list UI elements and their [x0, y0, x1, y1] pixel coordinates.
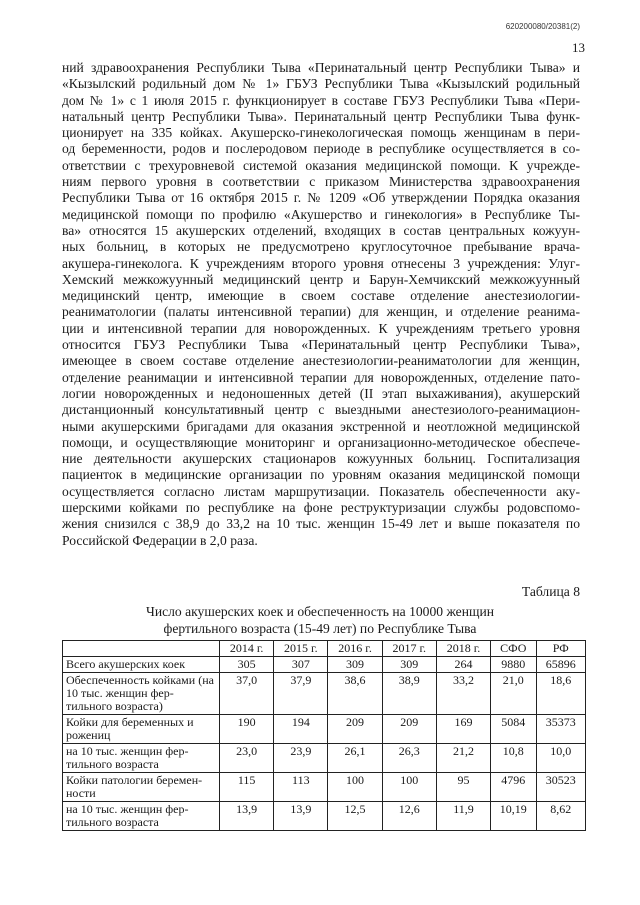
table-cell: 11,9 [436, 802, 490, 831]
table-cell: 190 [220, 715, 274, 744]
body-text-line: Хемский межкожуунный медицинский центр и Барун-Хемчикский межкожуунный [62, 271, 580, 287]
table-cell: 18,6 [536, 673, 585, 715]
table-cell: 194 [274, 715, 328, 744]
body-text-line: ционирует на 335 койках. Акушерско-гинекологическая помощь женщинам в пери- [62, 125, 580, 141]
body-text-line: од беременности, родов и послеродовом периоде в республике осуществляется в со- [62, 141, 580, 157]
table-cell: 33,2 [436, 673, 490, 715]
table-row [63, 744, 586, 773]
body-text-line: «Кызылский родильный дом № 1» ГБУЗ Республики Тыва «Кызылский родильный [62, 76, 580, 92]
table-cell: 307 [274, 657, 328, 673]
page-number: 13 [572, 40, 585, 55]
table-cell: 305 [220, 657, 274, 673]
table-cell: 13,9 [274, 802, 328, 831]
table-header-cell: 2017 г. [382, 641, 436, 657]
table-cell: 26,3 [382, 744, 436, 773]
table-row [63, 802, 586, 831]
table-cell: 37,9 [274, 673, 328, 715]
body-text-line: акушера-гинеколога. К учреждениям второго уровня отнесены 3 учреждения: Улуг- [62, 255, 580, 271]
table-cell: 13,9 [220, 802, 274, 831]
table-cell: 65896 [536, 657, 585, 673]
table-header-cell [63, 641, 220, 657]
table-row-label: Всего акушерских коек [63, 657, 220, 673]
table-cell: 10,8 [491, 744, 536, 773]
body-text-line: имеющее в своем составе отделение анестезиологии-реаниматологии для женщин, [62, 353, 580, 369]
body-text-line: реаниматологии (палаты интенсивной терапии) для женщин, и отделение реанима- [62, 304, 580, 320]
table-cell: 26,1 [328, 744, 382, 773]
table-cell: 100 [328, 773, 382, 802]
table-row-label: Койки патологии беремен-ности [63, 773, 220, 802]
table-header-cell: 2016 г. [328, 641, 382, 657]
table-cell: 10,0 [536, 744, 585, 773]
table-header-cell: РФ [536, 641, 585, 657]
body-text-line: ниям первого уровня в соответствии с приказом Министерства здравоохранения [62, 174, 580, 190]
body-text-line: ответствии с трехуровневой системой оказания медицинской помощи. К учрежде- [62, 157, 580, 173]
table-row [63, 715, 586, 744]
table-cell: 169 [436, 715, 490, 744]
body-text-line: ных больниц, в которых не предусмотрено круглосуточное пребывание врача- [62, 239, 580, 255]
body-text-line: медицинский центр, имеющие в своем составе отделение анестезиологии- [62, 288, 580, 304]
table-cell: 113 [274, 773, 328, 802]
table-cell: 30523 [536, 773, 585, 802]
body-text-line: ными акушерскими бригадами для оказания экстренной и неотложной медицинской [62, 418, 580, 434]
body-text-line: относится ГБУЗ Республики Тыва «Перинатальный центр Республики Тыва», [62, 337, 580, 353]
table-cell: 23,9 [274, 744, 328, 773]
table-header-row [63, 641, 586, 657]
body-text-line: Республики Тыва от 16 октября 2015 г. № 1209 «Об утверждении Порядка оказания [62, 190, 580, 206]
body-text-line: логии новорожденных и недоношенных детей (II этап выхаживания), акушерский [62, 385, 580, 401]
table-cell: 115 [220, 773, 274, 802]
table-cell: 209 [382, 715, 436, 744]
table-row [63, 657, 586, 673]
table-header-cell: СФО [491, 641, 536, 657]
body-text-line: ний здравоохранения Республики Тыва «Перинатальный центр Республики Тыва» и [62, 60, 580, 75]
table-cell: 35373 [536, 715, 585, 744]
body-text-line: жения снизился с 38,9 до 33,2 на 10 тыс. женщин 15-49 лет и выше показателя по [62, 516, 580, 532]
table-title-line: Число акушерских коек и обеспеченность на 10000 женщин [145, 604, 495, 619]
table-cell: 38,9 [382, 673, 436, 715]
table-cell: 12,6 [382, 802, 436, 831]
table-cell: 309 [328, 657, 382, 673]
table-header-cell: 2014 г. [220, 641, 274, 657]
body-text-line: пациенток в медицинские организации по уровням оказания медицинской помощи [62, 467, 580, 483]
table-cell: 23,0 [220, 744, 274, 773]
body-text-line: помощи, и осуществляющие мониторинг и организационно-методическое обеспече- [62, 434, 580, 450]
table-cell: 5084 [491, 715, 536, 744]
table-row-label: на 10 тыс. женщин фер-тильного возраста [63, 802, 220, 831]
body-text-line: осуществляется согласно листам маршрутизации. Показатель обеспеченности аку- [62, 483, 580, 499]
body-text-line: дом № 1» с 1 июля 2015 г. функционирует в составе ГБУЗ Республики Тыва «Пери- [62, 92, 580, 108]
document-code: 620200080/20381(2) [505, 22, 580, 31]
table-cell: 21,0 [491, 673, 536, 715]
table-row [63, 773, 586, 802]
table-cell: 38,6 [328, 673, 382, 715]
table-cell: 12,5 [328, 802, 382, 831]
table-cell: 264 [436, 657, 490, 673]
table-title [60, 603, 580, 637]
table-cell: 8,62 [536, 802, 585, 831]
body-text-line: ние деятельности акушерских стационаров кожуунных больниц. Госпитализация [62, 451, 580, 467]
table-header-cell: 2015 г. [274, 641, 328, 657]
beds-table [62, 640, 586, 831]
body-text-line: шерскими койками по республике на фоне реструктуризации службы родовспомо- [62, 500, 580, 516]
body-text-line: медицинской помощи по профилю «Акушерство и гинекология» в Республике Ты- [62, 206, 580, 222]
table-row [63, 673, 586, 715]
table-caption: Таблица 8 [521, 584, 580, 599]
table-cell: 9880 [491, 657, 536, 673]
table-row-label: Обеспеченность койками (на 10 тыс. женщин фер-тильного возраста) [63, 673, 220, 715]
table-cell: 209 [328, 715, 382, 744]
body-text-line: ции и интенсивной терапии для новорожденных. К учреждениям третьего уровня [62, 320, 580, 336]
table-header-cell: 2018 г. [436, 641, 490, 657]
table-cell: 4796 [491, 773, 536, 802]
table-cell: 95 [436, 773, 490, 802]
table-title-line: фертильного возраста (15-49 лет) по Республике Тыва [163, 621, 477, 636]
body-text-line: Российской Федерации в 2,0 раза. [62, 532, 258, 548]
table-row-label: на 10 тыс. женщин фер-тильного возраста [63, 744, 220, 773]
table-cell: 100 [382, 773, 436, 802]
body-paragraph [62, 60, 580, 549]
table-cell: 10,19 [491, 802, 536, 831]
body-text-line: натальный центр Республики Тыва». Перинатальный центр Республики Тыва функ- [62, 108, 580, 124]
table-row-label: Койки для беременных и рожениц [63, 715, 220, 744]
body-text-line: отделение реанимации и интенсивной терапии для новорожденных, отделение пато- [62, 369, 580, 385]
table-cell: 21,2 [436, 744, 490, 773]
table-cell: 37,0 [220, 673, 274, 715]
table-cell: 309 [382, 657, 436, 673]
body-text-line: дистанционный консультативный центр с выездными анестезиолого-реанимацион- [62, 402, 580, 418]
body-text-line: ва» относятся 15 акушерских отделений, входящих в состав центральных кожуун- [62, 222, 580, 238]
